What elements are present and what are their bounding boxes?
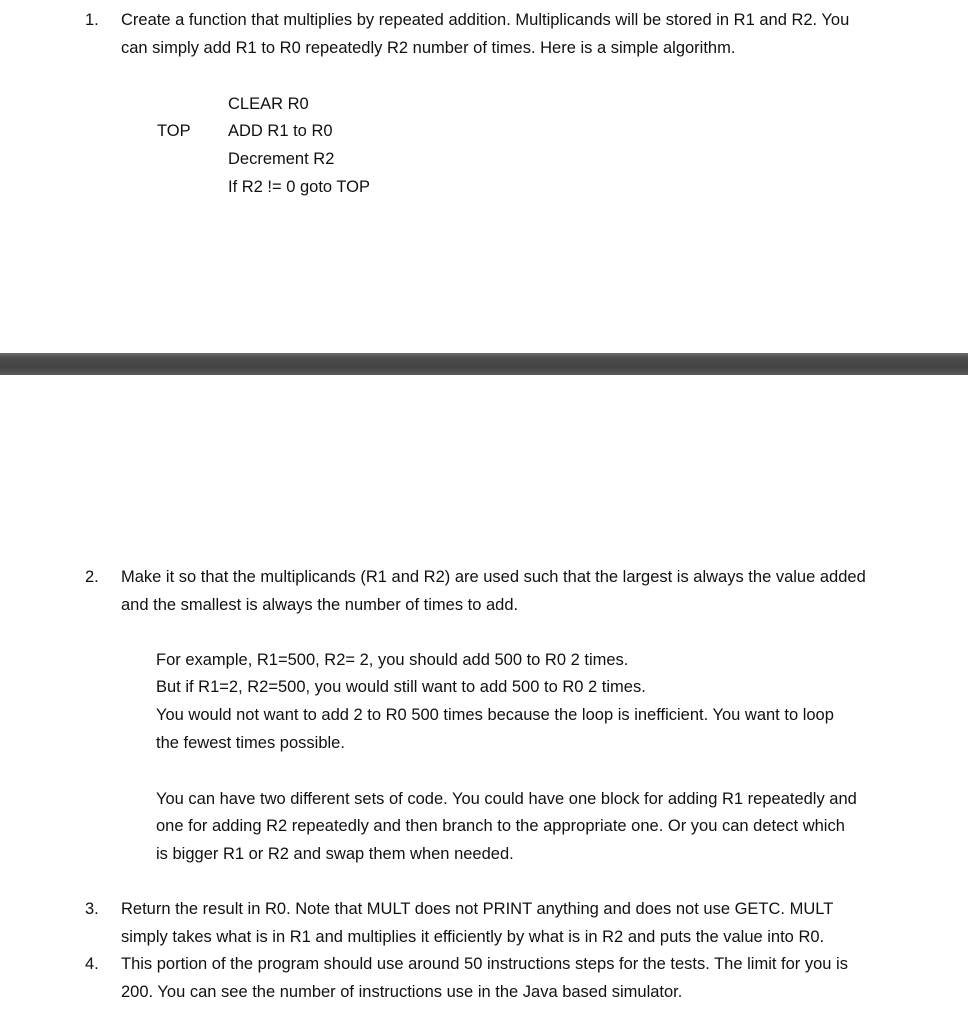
list-number-2: 2. [85,568,99,586]
note-line-2: one for adding R2 repeatedly and then branch to the appropriate one. Or you can detect which [156,817,845,835]
algorithm-step-add: ADD R1 to R0 [228,122,333,140]
paragraph-1-line-2: can simply add R1 to R0 repeatedly R2 number of times. Here is a simple algorithm. [121,39,736,57]
note-line-3: is bigger R1 or R2 and swap them when needed. [156,845,514,863]
paragraph-3-line-2: simply takes what is in R1 and multiplies it efficiently by what is in R2 and puts the value into R0. [121,928,825,946]
paragraph-2-line-2: and the smallest is always the number of times to add. [121,596,519,614]
paragraph-3-line-1: Return the result in R0. Note that MULT does not PRINT anything and does not use GETC. MULT [121,900,834,918]
paragraph-4-line-2: 200. You can see the number of instructions use in the Java based simulator. [121,983,683,1001]
algorithm-step-decrement: Decrement R2 [228,150,335,168]
paragraph-4-line-1: This portion of the program should use around 50 instructions steps for the tests. The limit for you is [121,955,848,973]
paragraph-2-line-1: Make it so that the multiplicands (R1 and R2) are used such that the largest is always the value added [121,568,866,586]
algorithm-step-clear: CLEAR R0 [228,95,309,113]
example-line-1: For example, R1=500, R2= 2, you should add 500 to R0 2 times. [156,651,629,669]
algorithm-step-branch: If R2 != 0 goto TOP [228,178,371,196]
example-line-4: the fewest times possible. [156,734,345,752]
example-line-3: You would not want to add 2 to R0 500 times because the loop is inefficient. You want to loop [156,706,834,724]
paragraph-1-line-1: Create a function that multiplies by repeated addition. Multiplicands will be stored in R1 and R2. You [121,11,850,29]
algorithm-label-top: TOP [157,122,191,140]
example-line-2: But if R1=2, R2=500, you would still want to add 500 to R0 2 times. [156,678,646,696]
note-line-1: You can have two different sets of code. You could have one block for adding R1 repeatedly and [156,790,857,808]
list-number-1: 1. [85,11,99,29]
list-number-4: 4. [85,955,99,973]
page-divider [0,353,968,375]
list-number-3: 3. [85,900,99,918]
